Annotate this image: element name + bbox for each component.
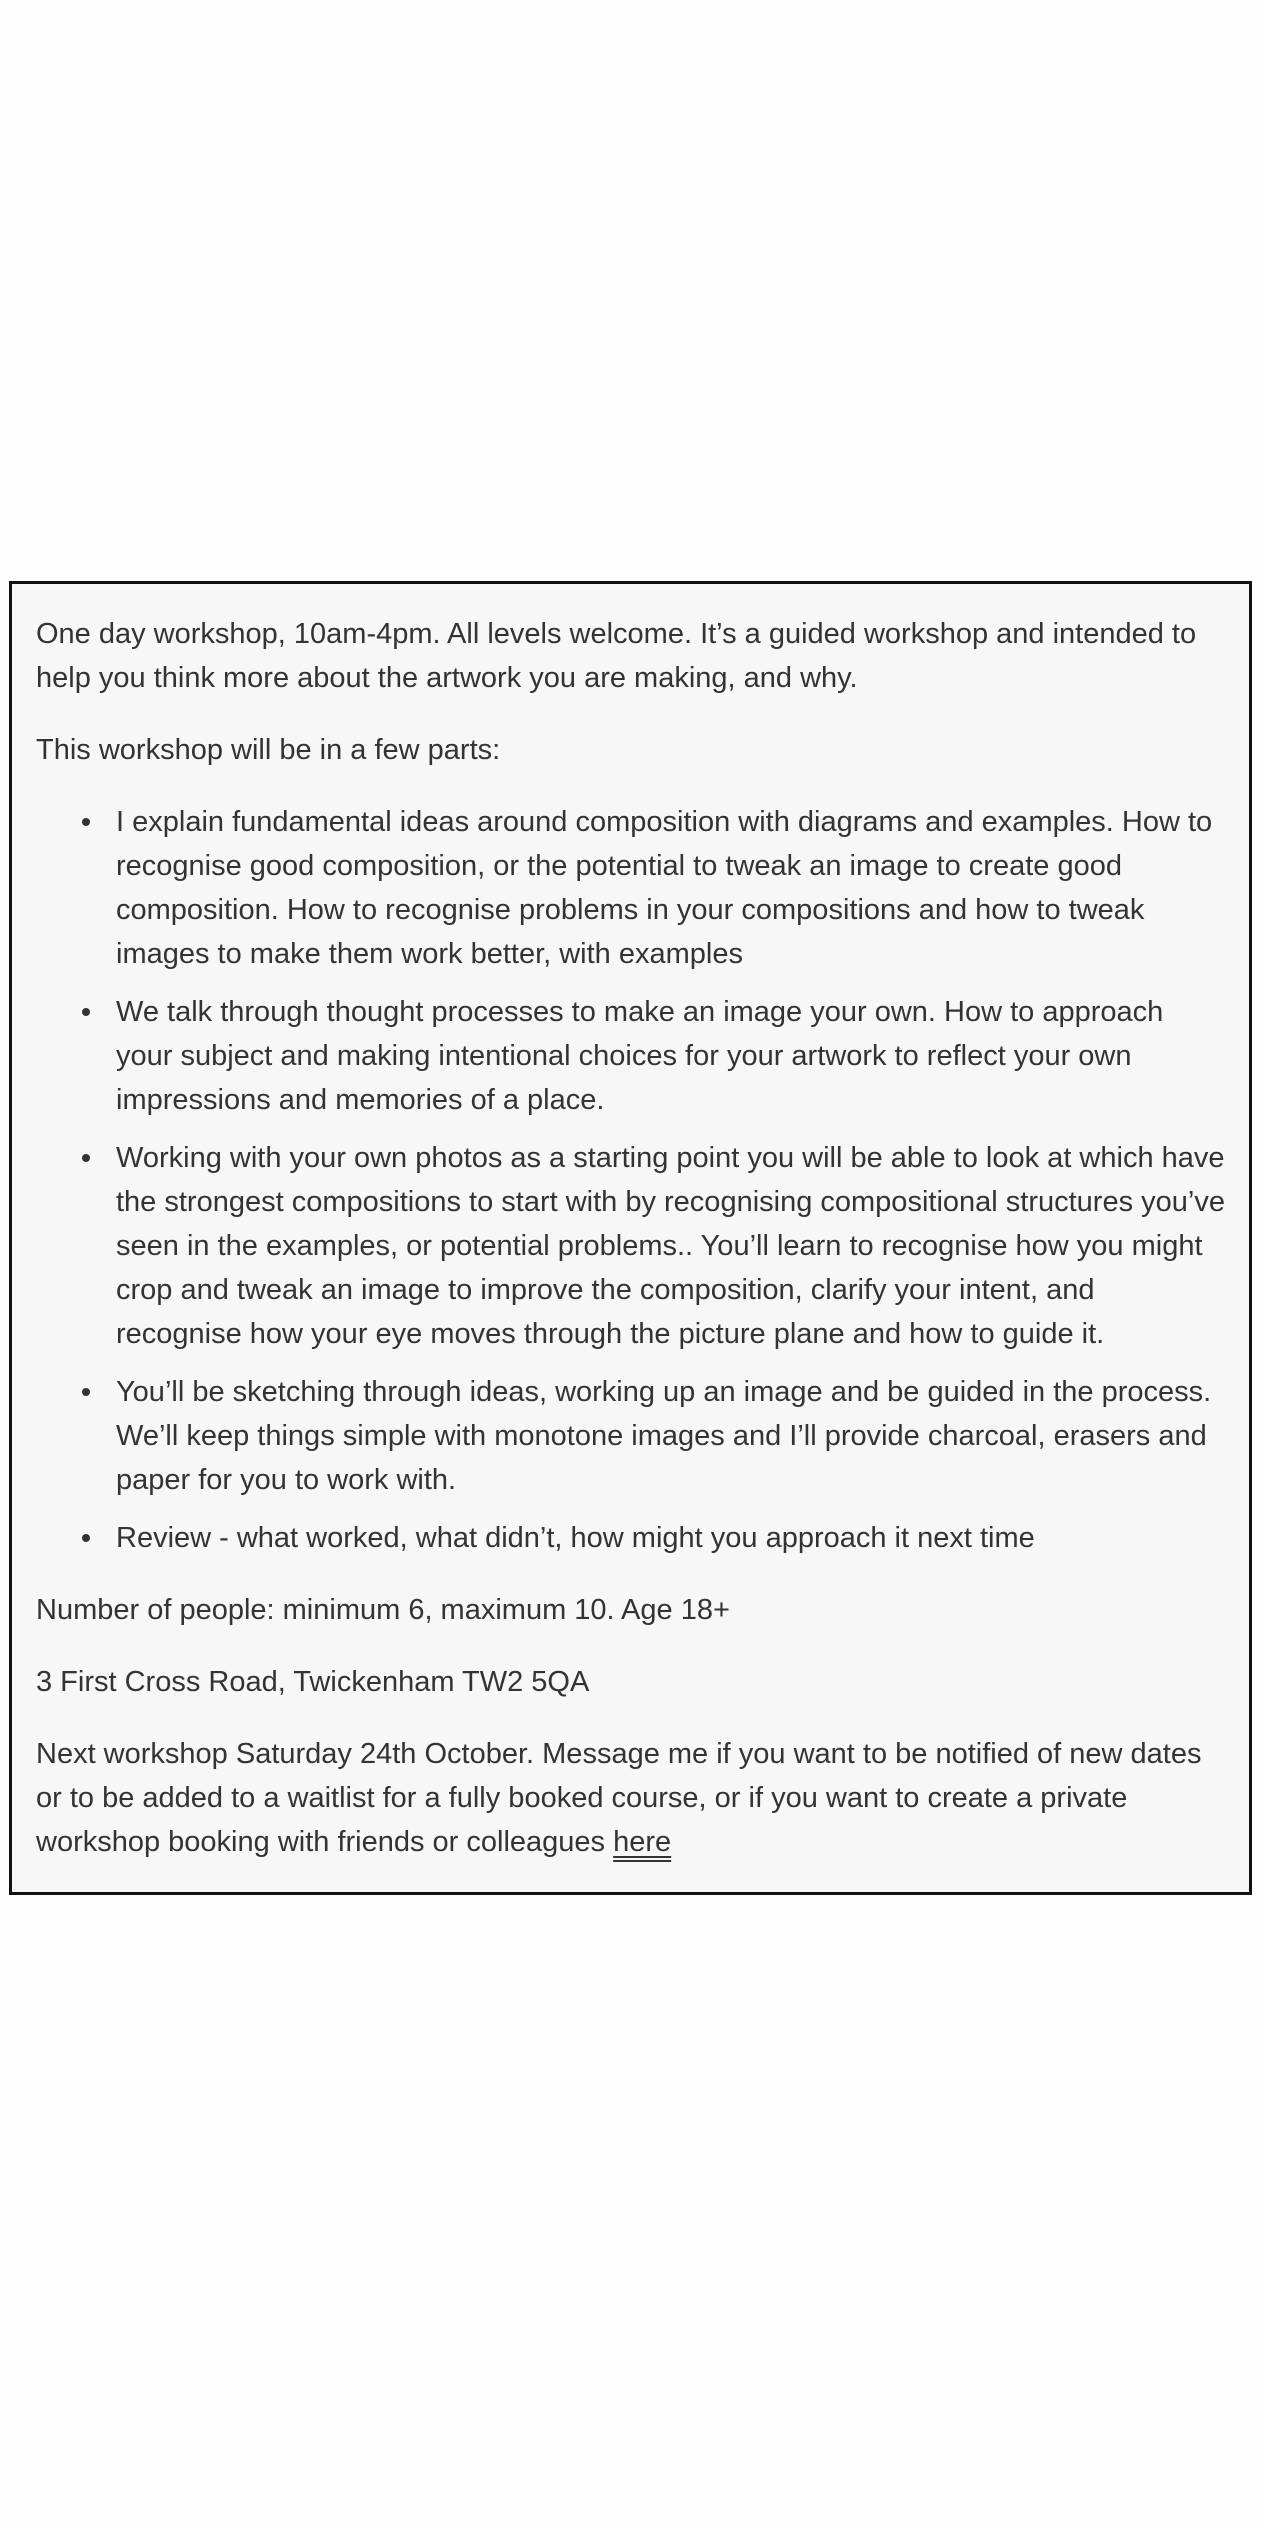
- list-item: I explain fundamental ideas around composition with diagrams and examples. How to recognise good composition, or the potential to tweak an image to create good composition. How to recognise problems in your compositions and how to tweak images to make them work better, with examples: [116, 800, 1225, 976]
- next-workshop-paragraph: [36, 1732, 1225, 1864]
- workshop-description-panel: [9, 581, 1252, 1895]
- address: 3 First Cross Road, Twickenham TW2 5QA: [36, 1666, 590, 1698]
- list-item: We talk through thought processes to make an image your own. How to approach your subject and making intentional choices for your artwork to reflect your own impressions and memories of a place.: [116, 990, 1225, 1122]
- people-info: Number of people: minimum 6, maximum 10. Age 18+: [36, 1594, 730, 1626]
- parts-heading: This workshop will be in a few parts:: [36, 734, 501, 766]
- next-workshop-text: Next workshop Saturday 24th October. Message me if you want to be notified of new dates or to be added to a waitlist for a fully booked course, or if you want to create a private workshop booking with friends or colleagues: [36, 1738, 1202, 1858]
- here-link[interactable]: here: [613, 1826, 672, 1858]
- list-item: Working with your own photos as a starting point you will be able to look at which have the strongest compositions to start with by recognising compositional structures you’ve seen in the examples, or potential problems.. You’ll learn to recognise how you might crop and tweak an image to improve the composition, clarify your intent, and recognise how your eye moves through the picture plane and how to guide it.: [116, 1136, 1225, 1356]
- list-item: You’ll be sketching through ideas, working up an image and be guided in the process. We’ll keep things simple with monotone images and I’ll provide charcoal, erasers and paper for you to work with.: [116, 1370, 1225, 1502]
- list-item: Review - what worked, what didn’t, how might you approach it next time: [116, 1516, 1225, 1560]
- intro-paragraph: One day workshop, 10am-4pm. All levels welcome. It’s a guided workshop and intended to help you think more about the artwork you are making, and why.: [36, 618, 1197, 694]
- parts-list: [36, 800, 1225, 1560]
